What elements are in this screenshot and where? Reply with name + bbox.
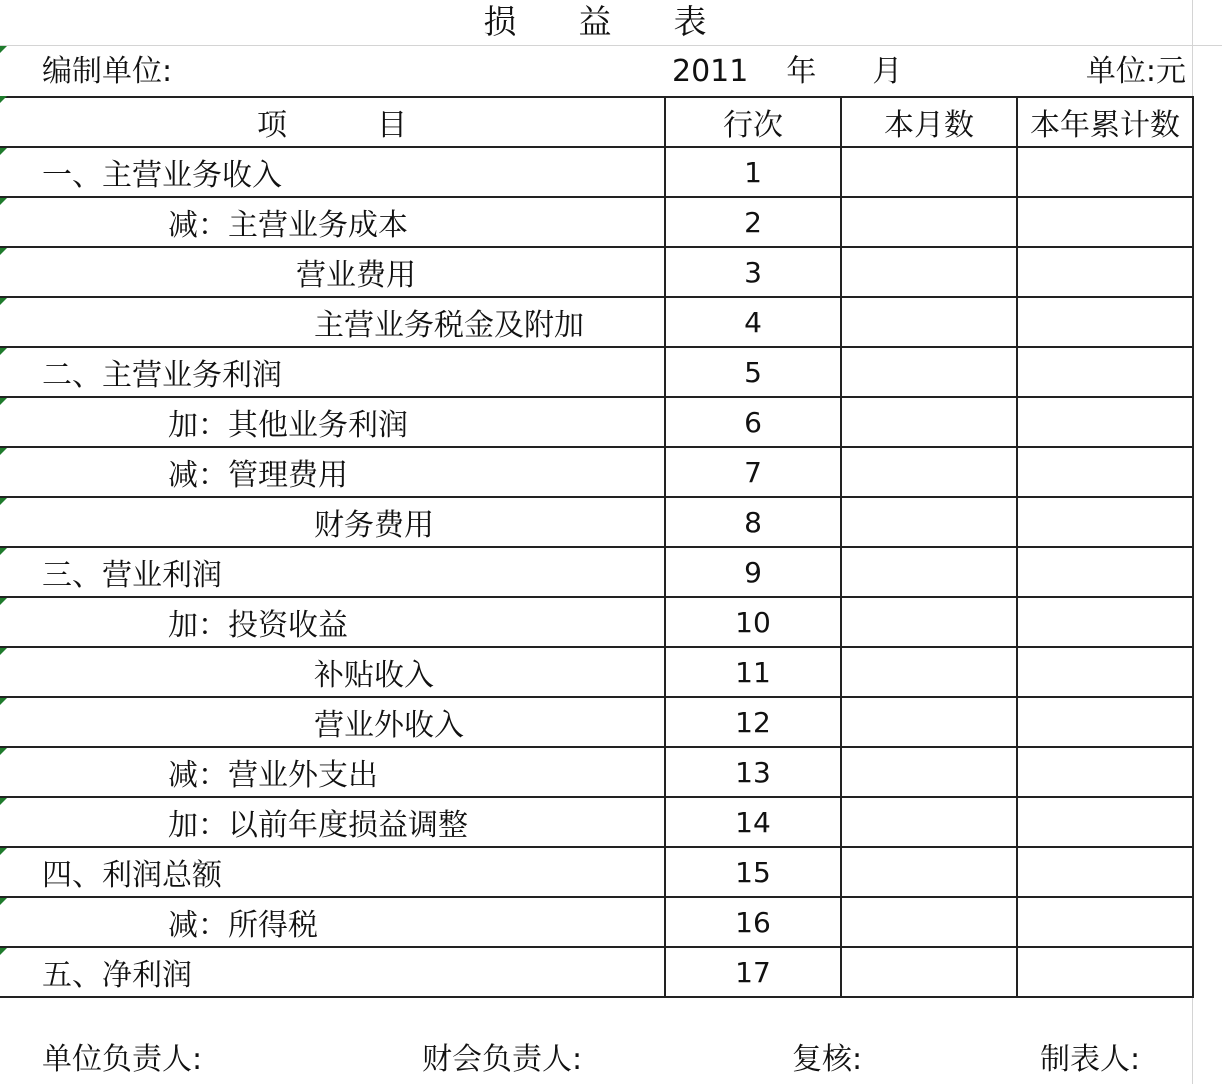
report-title [0,0,1192,46]
cell-comment-marker-icon [0,96,7,103]
month-amount-cell[interactable] [841,197,1017,247]
item-label: 财务费用 [314,508,434,543]
cell-comment-marker-icon [0,46,7,53]
item-cell[interactable] [0,447,665,497]
cell-comment-marker-icon [0,698,7,705]
table-row [0,297,1193,347]
ytd-amount-cell[interactable] [1017,847,1193,897]
item-label: 营业外收入 [314,708,464,743]
signature-footer [0,1034,1222,1084]
table-row [0,197,1193,247]
line-number-cell[interactable]: 10 [665,597,841,647]
line-number-cell[interactable]: 5 [665,347,841,397]
item-label: 减：管理费用 [168,458,348,493]
item-label: 加：投资收益 [168,608,348,643]
year-value: 2011 [672,54,749,89]
table-row [0,147,1193,197]
report-header [0,46,1222,96]
compiling-unit-label[interactable]: 编制单位: [42,54,173,89]
ytd-amount-cell[interactable] [1017,347,1193,397]
cell-comment-marker-icon [0,298,7,305]
item-label: 加：其他业务利润 [168,408,408,443]
cell-comment-marker-icon [0,198,7,205]
line-number-cell[interactable]: 15 [665,847,841,897]
cell-comment-marker-icon [0,848,7,855]
table-header-row [0,97,1193,147]
month-amount-cell[interactable] [841,897,1017,947]
item-label: 一、主营业务收入 [42,158,282,193]
item-cell[interactable] [0,297,665,347]
item-label: 四、利润总额 [42,858,222,893]
ytd-amount-cell[interactable] [1017,947,1193,997]
title-char: 益 [578,2,614,41]
table-row [0,947,1193,997]
month-amount-cell[interactable] [841,497,1017,547]
item-cell[interactable] [0,397,665,447]
item-label: 减：所得税 [168,908,318,943]
month-amount-cell[interactable] [841,397,1017,447]
cell-comment-marker-icon [0,548,7,555]
ytd-amount-cell[interactable] [1017,297,1193,347]
item-cell[interactable] [0,947,665,997]
month-amount-cell[interactable] [841,697,1017,747]
ytd-amount-cell[interactable] [1017,747,1193,797]
ytd-amount-cell[interactable] [1017,147,1193,197]
title-char: 损 [483,2,519,41]
item-cell[interactable] [0,347,665,397]
cell-comment-marker-icon [0,498,7,505]
line-number-cell[interactable]: 1 [665,147,841,197]
month-amount-cell[interactable] [841,297,1017,347]
table-row [0,347,1193,397]
line-number-cell[interactable]: 11 [665,647,841,697]
table-row [0,497,1193,547]
table-row [0,247,1193,297]
title-char: 表 [673,2,709,41]
line-number-cell[interactable]: 7 [665,447,841,497]
year-label: 年 [786,54,817,89]
item-cell[interactable] [0,497,665,547]
item-cell[interactable] [0,847,665,897]
finance-head-label[interactable]: 财会负责人: [422,1042,583,1077]
ytd-amount-cell[interactable] [1017,197,1193,247]
month-amount-cell[interactable] [841,747,1017,797]
month-amount-cell[interactable] [841,347,1017,397]
item-label: 加：以前年度损益调整 [168,808,468,843]
month-amount-cell[interactable] [841,847,1017,897]
currency-unit-label[interactable]: 单位:元 [1085,54,1186,89]
ytd-amount-cell[interactable] [1017,597,1193,647]
table-row [0,747,1193,797]
column-header-item[interactable]: 项 目 [0,97,665,147]
column-header-month[interactable]: 本月数 [841,97,1017,147]
line-number-cell[interactable]: 8 [665,497,841,547]
column-header-line[interactable]: 行次 [665,97,841,147]
month-amount-cell[interactable] [841,647,1017,697]
line-number-cell[interactable]: 4 [665,297,841,347]
month-amount-cell[interactable] [841,547,1017,597]
item-cell[interactable] [0,547,665,597]
preparer-label[interactable]: 制表人: [1040,1042,1141,1077]
table-row [0,847,1193,897]
ytd-amount-cell[interactable] [1017,447,1193,497]
item-cell[interactable] [0,197,665,247]
item-label: 减：营业外支出 [168,758,378,793]
table-row [0,447,1193,497]
month-amount-cell[interactable] [841,447,1017,497]
line-number-cell[interactable]: 6 [665,397,841,447]
month-amount-cell[interactable] [841,947,1017,997]
month-label: 月 [872,54,903,89]
unit-head-label[interactable]: 单位负责人: [42,1042,203,1077]
item-label: 主营业务税金及附加 [314,308,584,343]
cell-comment-marker-icon [0,948,7,955]
cell-comment-marker-icon [0,248,7,255]
month-amount-cell[interactable] [841,247,1017,297]
item-label: 减：主营业务成本 [168,208,408,243]
item-label: 营业费用 [296,258,416,293]
income-statement-table [0,96,1194,998]
line-number-cell[interactable]: 12 [665,697,841,747]
ytd-amount-cell[interactable] [1017,397,1193,447]
line-number-cell[interactable]: 13 [665,747,841,797]
table-row [0,797,1193,847]
line-number-cell[interactable]: 9 [665,547,841,597]
item-cell[interactable] [0,697,665,747]
line-number-cell[interactable]: 14 [665,797,841,847]
item-label: 补贴收入 [314,658,434,693]
line-number-cell[interactable]: 16 [665,897,841,947]
month-amount-cell[interactable] [841,597,1017,647]
table-row [0,647,1193,697]
item-cell[interactable] [0,897,665,947]
line-number-cell[interactable]: 17 [665,947,841,997]
cell-comment-marker-icon [0,748,7,755]
item-label: 五、净利润 [42,958,192,993]
ytd-amount-cell[interactable] [1017,797,1193,847]
item-cell[interactable] [0,647,665,697]
cell-comment-marker-icon [0,148,7,155]
ytd-amount-cell[interactable] [1017,497,1193,547]
report-period[interactable] [672,46,902,98]
item-cell[interactable] [0,597,665,647]
table-row [0,597,1193,647]
table-row [0,547,1193,597]
item-cell[interactable] [0,247,665,297]
table-row [0,397,1193,447]
item-label: 三、营业利润 [42,558,222,593]
cell-comment-marker-icon [0,398,7,405]
cell-comment-marker-icon [0,348,7,355]
item-cell[interactable] [0,797,665,847]
cell-comment-marker-icon [0,798,7,805]
ytd-amount-cell[interactable] [1017,247,1193,297]
table-row [0,697,1193,747]
line-number-cell[interactable]: 3 [665,247,841,297]
cell-comment-marker-icon [0,898,7,905]
cell-comment-marker-icon [0,648,7,655]
cell-comment-marker-icon [0,598,7,605]
month-amount-cell[interactable] [841,797,1017,847]
ytd-amount-cell[interactable] [1017,547,1193,597]
line-number-cell[interactable]: 2 [665,197,841,247]
table-row [0,897,1193,947]
column-header-ytd[interactable]: 本年累计数 [1017,97,1193,147]
cell-comment-marker-icon [0,448,7,455]
month-amount-cell[interactable] [841,147,1017,197]
ytd-amount-cell[interactable] [1017,697,1193,747]
item-label: 二、主营业务利润 [42,358,282,393]
item-cell[interactable] [0,147,665,197]
item-cell[interactable] [0,747,665,797]
reviewer-label[interactable]: 复核: [792,1042,863,1077]
ytd-amount-cell[interactable] [1017,897,1193,947]
ytd-amount-cell[interactable] [1017,647,1193,697]
